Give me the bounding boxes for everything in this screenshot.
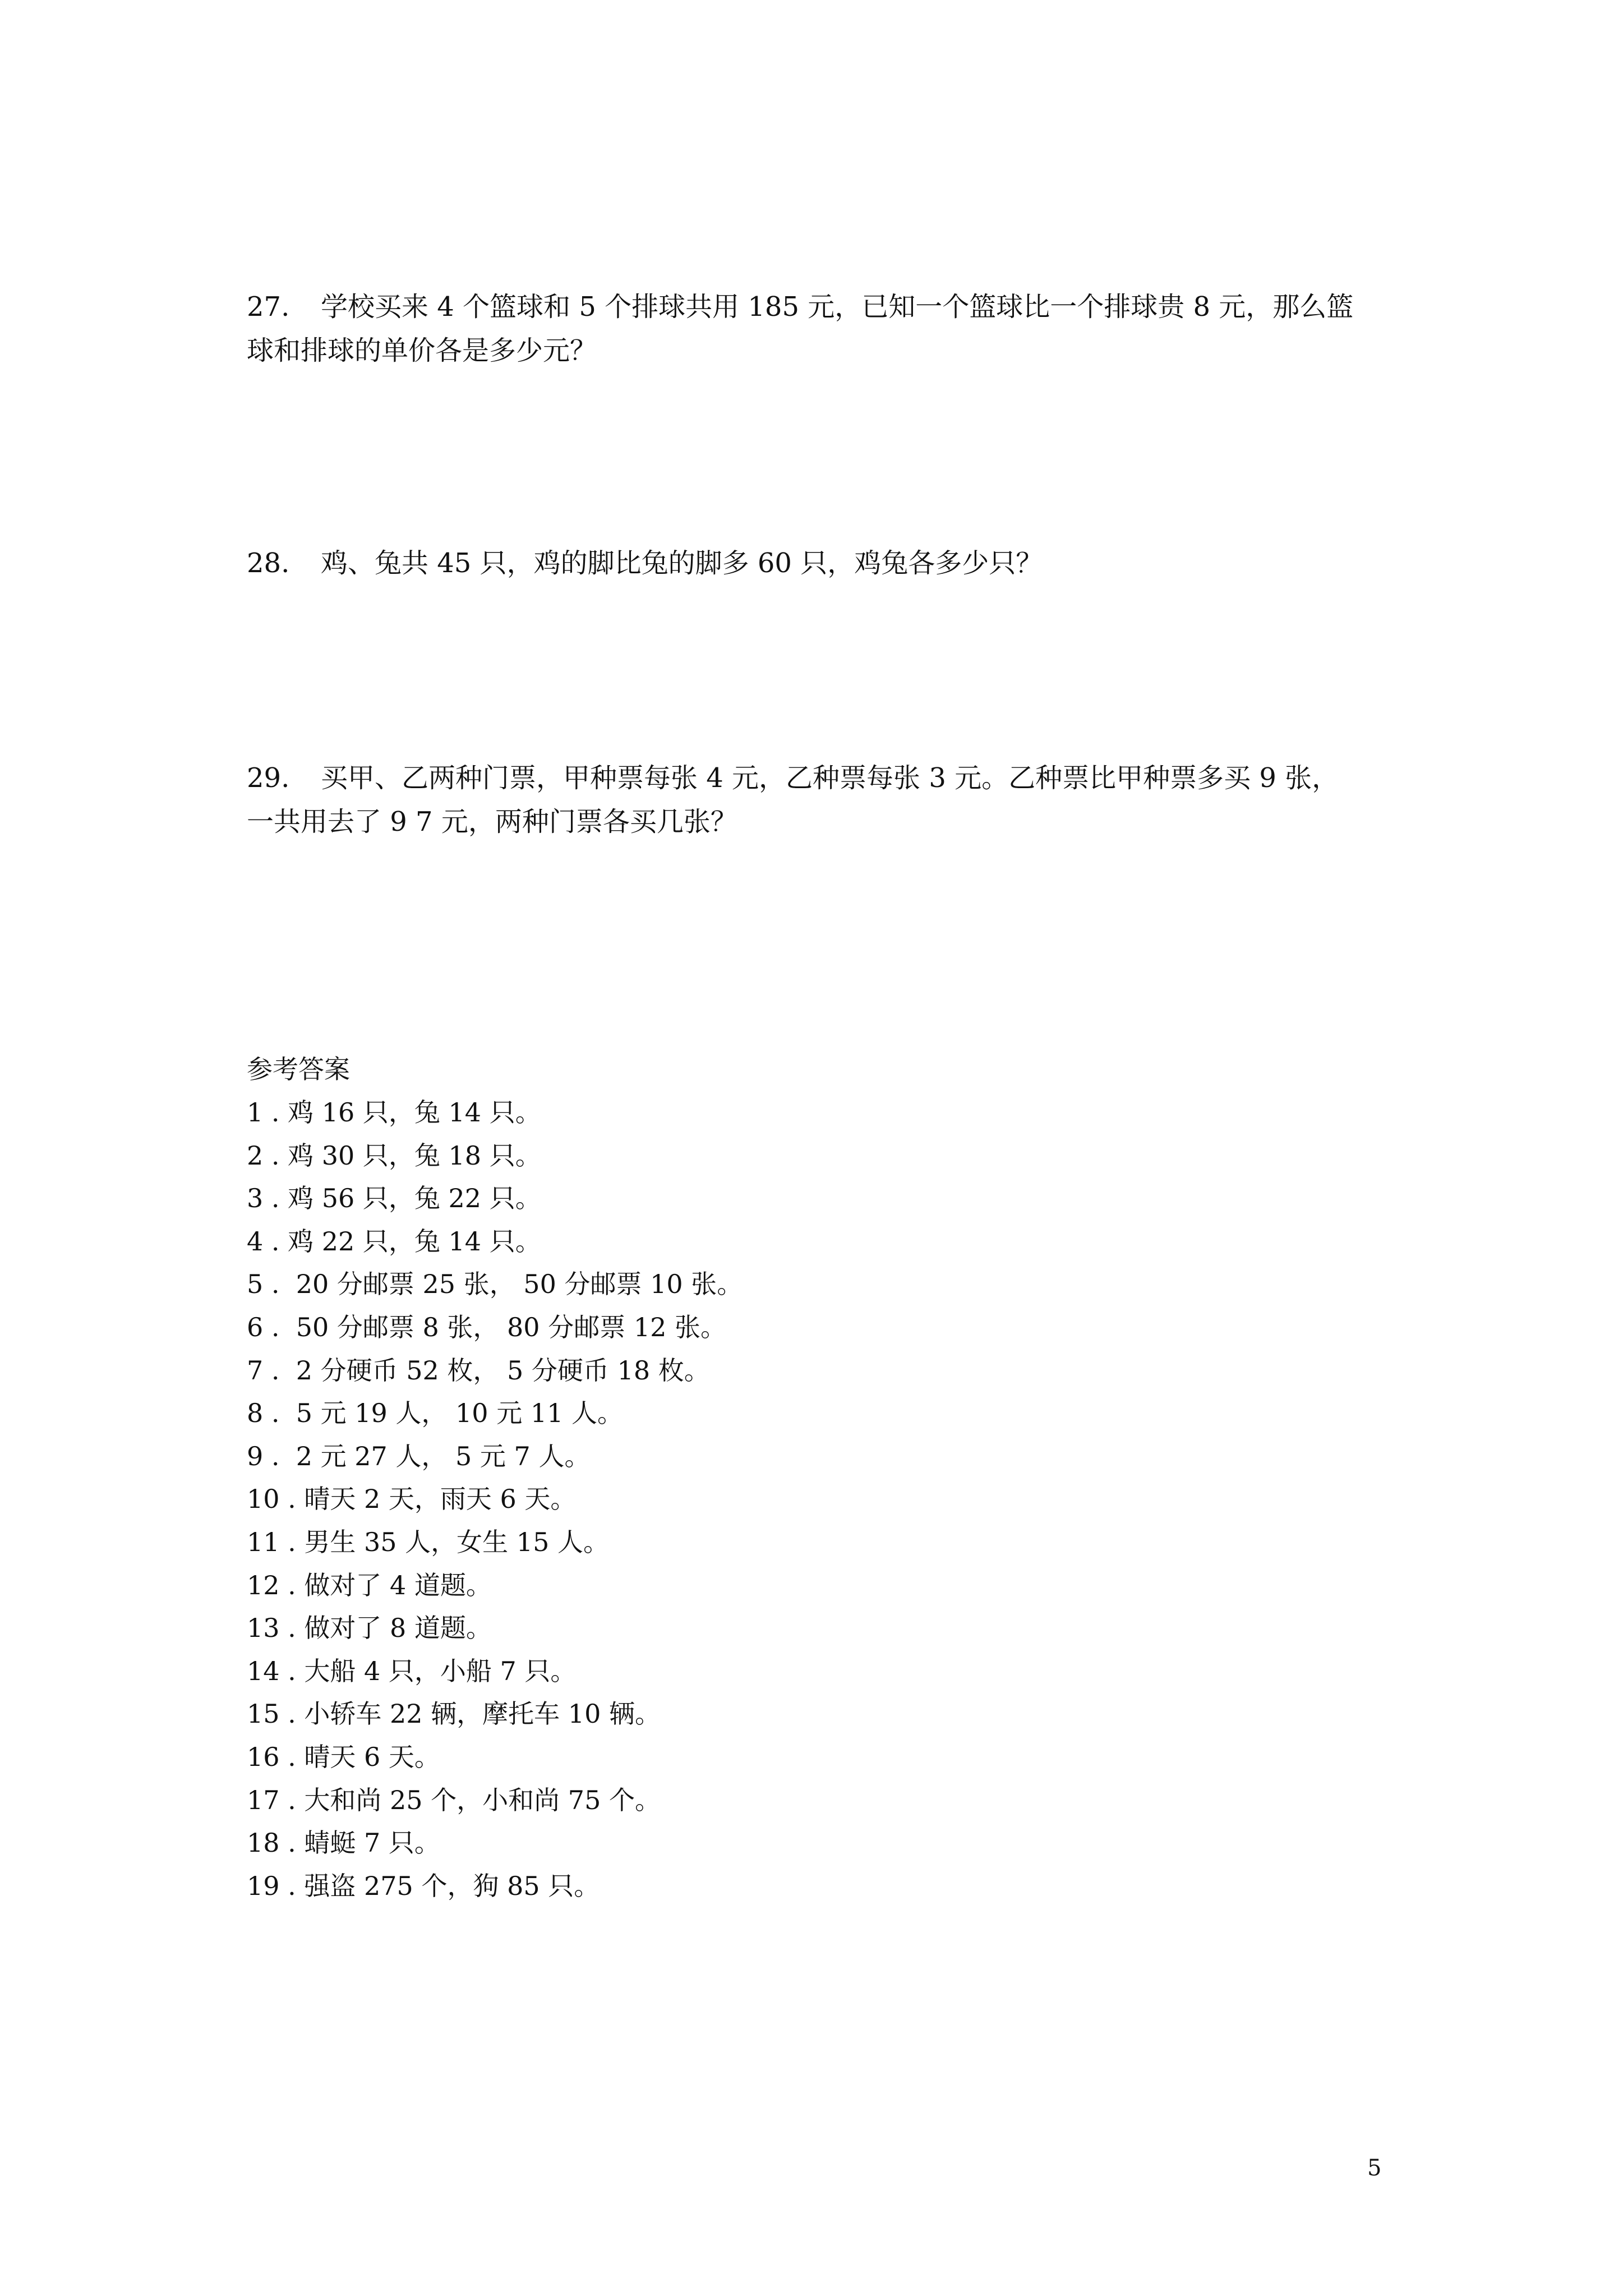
question-line: [247, 285, 1402, 329]
question-text: 学校买来 4 个篮球和 5 个排球共用 185 元，已知一个篮球比一个排球贵 8 元，那么篮: [321, 291, 1354, 323]
answer-item: 3 . 鸡 56 只，兔 22 只。: [247, 1183, 541, 1214]
answer-item: 17 . 大和尚 25 个，小和尚 75 个。: [247, 1784, 661, 1815]
answer-item: 4 . 鸡 22 只，兔 14 只。: [247, 1226, 541, 1257]
answer-item: 14 . 大船 4 只，小船 7 只。: [247, 1655, 577, 1686]
question-text-continued: 一共用去了 9 7 元，两种门票各买几张？: [247, 806, 737, 838]
answer-key-title: 参考答案: [247, 1054, 350, 1084]
question-text-continued: 球和排球的单价各是多少元？: [247, 335, 597, 366]
answer-item: 9 . 2 元 27 人， 5 元 7 人。: [247, 1441, 591, 1471]
answer-key: [247, 1048, 743, 1907]
question-number: 29.: [247, 762, 290, 794]
page-number: 5: [1367, 2155, 1382, 2181]
answer-item: 6 . 50 分邮票 8 张， 80 分邮票 12 张。: [247, 1312, 726, 1342]
question-text: 鸡、兔共 45 只，鸡的脚比兔的脚多 60 只，鸡兔各多少只？: [321, 547, 1043, 579]
question-27: [247, 285, 1402, 372]
question-line: [247, 541, 1402, 585]
question-number: 28.: [247, 547, 290, 579]
answer-item: 1 . 鸡 16 只，兔 14 只。: [247, 1097, 541, 1128]
question-29: [247, 756, 1402, 844]
answer-item: 11 . 男生 35 人，女生 15 人。: [247, 1526, 609, 1557]
answer-item: 12 . 做对了 4 道题。: [247, 1570, 492, 1600]
answer-item: 18 . 蜻蜓 7 只。: [247, 1828, 440, 1858]
answer-list: [247, 1091, 743, 1907]
question-28: [247, 541, 1402, 585]
question-line: [247, 756, 1402, 800]
answer-item: 16 . 晴天 6 天。: [247, 1741, 440, 1772]
answer-item: 15 . 小轿车 22 辆，摩托车 10 辆。: [247, 1699, 661, 1729]
answer-item: 10 . 晴天 2 天，雨天 6 天。: [247, 1484, 577, 1515]
question-text: 买甲、乙两种门票，甲种票每张 4 元，乙种票每张 3 元。乙种票比甲种票多买 9 张，: [321, 762, 1339, 794]
answer-item: 19 . 强盗 275 个，狗 85 只。: [247, 1870, 600, 1901]
answer-item: 5 . 20 分邮票 25 张， 50 分邮票 10 张。: [247, 1269, 743, 1300]
answer-item: 2 . 鸡 30 只，兔 18 只。: [247, 1140, 541, 1171]
question-number: 27.: [247, 291, 290, 323]
answer-item: 7 . 2 分硬币 52 枚， 5 分硬币 18 枚。: [247, 1355, 710, 1386]
answer-item: 8 . 5 元 19 人， 10 元 11 人。: [247, 1398, 623, 1429]
answer-item: 13 . 做对了 8 道题。: [247, 1613, 492, 1644]
